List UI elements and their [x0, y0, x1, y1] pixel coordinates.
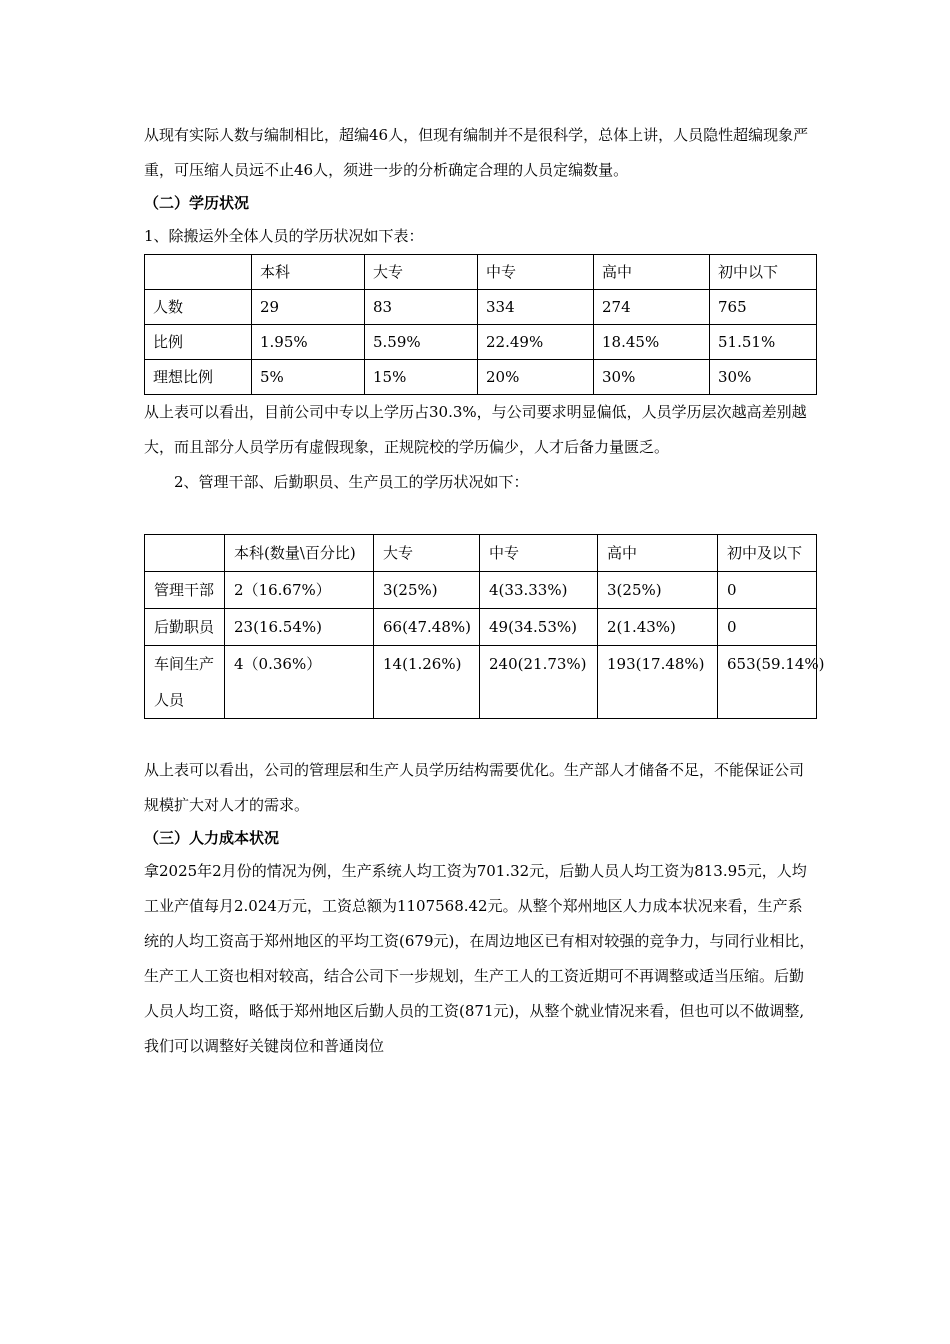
- paragraph-education-analysis: 从上表可以看出，目前公司中专以上学历占30.3%，与公司要求明显偏低，人员学历层次越高差别越大，而且部分人员学历有虚假现象，正规院校的学历偏少，人才后备力量匮乏。: [144, 403, 807, 456]
- table-row: [145, 572, 817, 609]
- row-label-cell: 后勤职员: [145, 609, 225, 646]
- table-cell: 5.59%: [365, 325, 478, 360]
- table-cell: 30%: [710, 360, 817, 395]
- subheading-education-all: 1、除搬运外全体人员的学历状况如下表：: [144, 227, 424, 245]
- table-row: [145, 360, 817, 395]
- table-header-cell: 大专: [374, 535, 480, 572]
- table-row: [145, 325, 817, 360]
- table-header-row: [145, 535, 817, 572]
- table-cell: 4（0.36%）: [225, 646, 374, 719]
- table-cell: 1.95%: [252, 325, 365, 360]
- document-page: [144, 118, 825, 1064]
- section-heading-labor-cost: （三）人力成本状况: [144, 829, 280, 847]
- row-label-cell: 理想比例: [145, 360, 252, 395]
- table-cell: 3(25%): [598, 572, 718, 609]
- table-cell: 0: [718, 609, 817, 646]
- subheading-education-by-group: 2、管理干部、后勤职员、生产员工的学历状况如下：: [174, 473, 529, 491]
- table-cell: 23(16.54%): [225, 609, 374, 646]
- table-header-cell: 大专: [365, 255, 478, 290]
- table-cell: [145, 255, 252, 290]
- table-header-cell: 初中及以下: [718, 535, 817, 572]
- table-cell: 334: [478, 290, 594, 325]
- table-row: [145, 609, 817, 646]
- table-header-cell: 高中: [598, 535, 718, 572]
- section-heading-education: （二）学历状况: [144, 194, 250, 212]
- table-cell: 66(47.48%): [374, 609, 480, 646]
- table-cell: 30%: [594, 360, 710, 395]
- table-cell: 15%: [365, 360, 478, 395]
- table-row: [145, 646, 817, 719]
- table-cell: 18.45%: [594, 325, 710, 360]
- table-cell: 49(34.53%): [480, 609, 598, 646]
- table-header-row: [145, 255, 817, 290]
- table-cell: 193(17.48%): [598, 646, 718, 719]
- table-cell: 29: [252, 290, 365, 325]
- table-cell: 653(59.14%): [718, 646, 817, 719]
- table-header-cell: 本科: [252, 255, 365, 290]
- table-cell: 51.51%: [710, 325, 817, 360]
- table-cell: 5%: [252, 360, 365, 395]
- row-label-cell: 比例: [145, 325, 252, 360]
- table-header-cell: 中专: [478, 255, 594, 290]
- table-header-cell: 中专: [480, 535, 598, 572]
- table-cell: 22.49%: [478, 325, 594, 360]
- table-header-cell: 初中以下: [710, 255, 817, 290]
- table-header-cell: 本科(数量\百分比): [225, 535, 374, 572]
- table-cell: 3(25%): [374, 572, 480, 609]
- table-cell: 20%: [478, 360, 594, 395]
- table-cell: 83: [365, 290, 478, 325]
- row-label-cell: 车间生产人员: [145, 646, 225, 719]
- table-cell: 4(33.33%): [480, 572, 598, 609]
- table-cell: 765: [710, 290, 817, 325]
- paragraph-structure-analysis: 从上表可以看出，公司的管理层和生产人员学历结构需要优化。生产部人才储备不足，不能保证公司规模扩大对人才的需求。: [144, 761, 805, 814]
- table-row: [145, 290, 817, 325]
- table-cell: 2(1.43%): [598, 609, 718, 646]
- row-label-cell: 人数: [145, 290, 252, 325]
- paragraph-staffing: 从现有实际人数与编制相比，超编46人，但现有编制并不是很科学，总体上讲，人员隐性超编现象严重，可压缩人员远不止46人，须进一步的分析确定合理的人员定编数量。: [144, 126, 809, 179]
- table-cell: 0: [718, 572, 817, 609]
- education-summary-table: [144, 254, 817, 395]
- paragraph-labor-cost: 拿2025年2月份的情况为例，生产系统人均工资为701.32元，后勤人员人均工资为813.95元，人均工业产值每月2.024万元，工资总额为1107568.42元。从整个郑州地区人力成本状况来看，生产系统的人均工资高于郑州地区的平均工资(679元)，在周边地区已有相对较强的竞争力，与同行业相比，生产工人工资也相对较高，结合公司下一步规划，生产工人的工资近期可不再调整或适当压缩。后勤人员人均工资，略低于郑州地区后勤人员的工资(871元)，从整个就业情况来看，但也可以不做调整,我们可以调整好关键岗位和普通岗位: [144, 862, 815, 1055]
- table-cell: 14(1.26%): [374, 646, 480, 719]
- table-cell: 2（16.67%）: [225, 572, 374, 609]
- row-label-cell: 管理干部: [145, 572, 225, 609]
- table-header-cell: 高中: [594, 255, 710, 290]
- table-cell: 240(21.73%): [480, 646, 598, 719]
- table-cell: 274: [594, 290, 710, 325]
- table-cell: [145, 535, 225, 572]
- education-by-group-table: [144, 534, 825, 719]
